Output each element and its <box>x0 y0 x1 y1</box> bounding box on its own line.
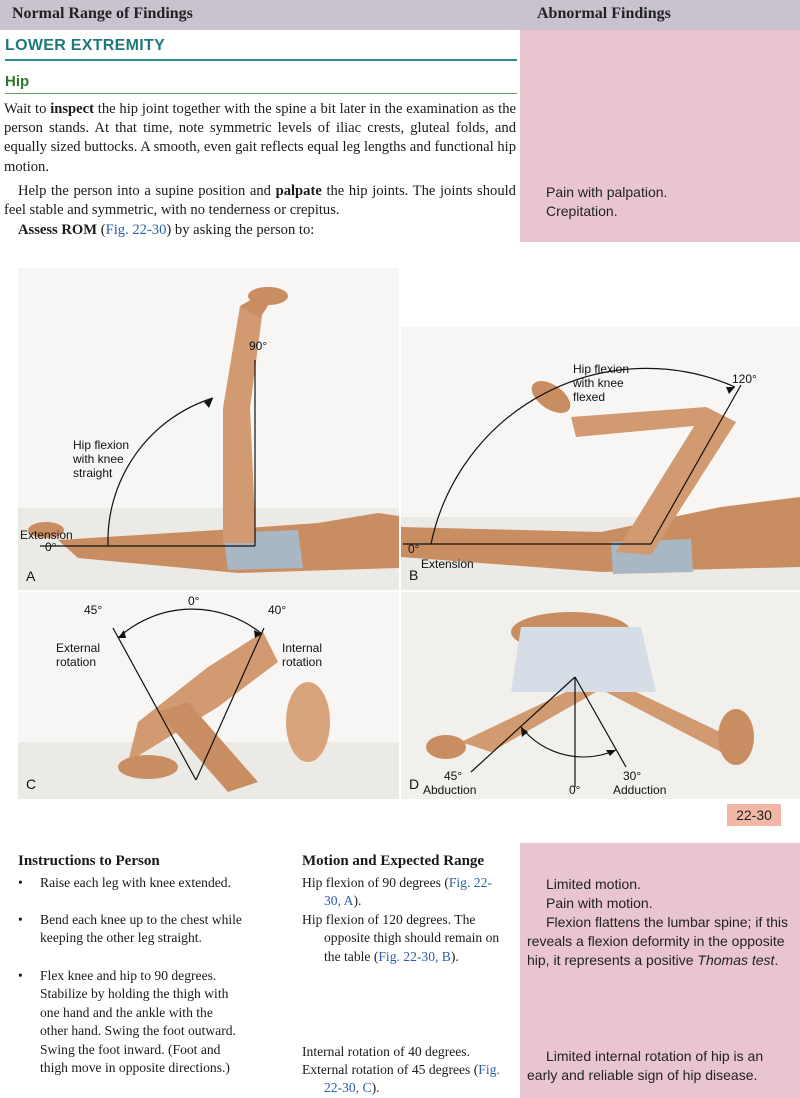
panel-b-arc-label-line-1: Hip flexion <box>573 362 630 376</box>
palpate-paragraph: Help the person into a supine position and palpate the hip joints. The joints should feel stable and symmetric, with no tenderness or crepitus. <box>4 183 516 219</box>
motion-internal-rotation: Internal rotation of 40 degrees. <box>302 1044 470 1059</box>
panel-b-letter: B <box>409 567 419 583</box>
section-title: LOWER EXTREMITY <box>5 37 166 54</box>
panel-c-internal-label-line-2: rotation <box>282 655 323 669</box>
header-abnormal-findings: Abnormal Findings <box>537 5 671 22</box>
abnormal-thomas-test-line-3: hip, it represents a positive Thomas test. <box>527 952 779 968</box>
panel-c-left-angle: 45° <box>84 603 103 617</box>
bullet-icon: • <box>18 912 23 927</box>
figure-link-a[interactable]: Fig. 22-30, A <box>324 875 492 909</box>
panel-d-abduction-label: Abduction <box>423 783 477 797</box>
panel-d-letter: D <box>409 776 420 792</box>
panel-b-extension-label: Extension <box>421 557 474 571</box>
figure-panel-b <box>401 327 800 590</box>
instruction-item-2: • Bend each knee up to the chest while keeping the other leg straight. <box>18 912 242 946</box>
panel-a-arc-label-line-2: with knee <box>73 452 124 466</box>
panel-b-angle-120: 120° <box>732 372 757 386</box>
instruction-item-1: • Raise each leg with knee extended. <box>40 874 270 892</box>
panel-b-arc-label-line-3: flexed <box>573 390 606 404</box>
figure-panel-c <box>18 592 399 799</box>
panel-d-right-angle: 30° <box>623 769 642 783</box>
motion-hip-flexion-120: Hip flexion of 120 degrees. The opposite thigh should remain on the table (Fig. 22-30, B). <box>302 912 500 964</box>
abnormal-crepitation: Crepitation. <box>546 203 618 219</box>
abnormal-internal-rotation-line-2: early and reliable sign of hip disease. <box>527 1067 758 1083</box>
hip-flexion-straight-illustration <box>18 268 399 590</box>
figure-link-b[interactable]: Fig. 22-30, B <box>378 948 451 964</box>
motion-external-rotation: External rotation of 45 degrees (Fig. 22-30, C). <box>302 1062 500 1096</box>
motion-hip-flexion-90: Hip flexion of 90 degrees (Fig. 22-30, A). <box>302 875 492 909</box>
assess-rom-paragraph: Assess ROM (Fig. 22-30) by asking the person to: <box>18 222 315 238</box>
figure-link-c[interactable]: Fig. 22-30, C <box>324 1062 500 1096</box>
hip-abduction-illustration <box>401 592 800 799</box>
panel-c-right-angle: 40° <box>268 603 287 617</box>
panel-b-arc-label-line-2: with knee <box>573 376 624 390</box>
subsection-divider <box>5 93 517 94</box>
subsection-title: Hip <box>5 73 30 90</box>
instructions-heading: Instructions to Person <box>18 853 160 869</box>
inspect-paragraph: Wait to inspect the hip joint together with the spine a bit later in the examination as the person stands. At that time, note symmetric levels of iliac crests, gluteal folds, and equally sized buttocks. A smooth, even gait reflects equal leg lengths and functional hip motion. <box>4 101 516 175</box>
hip-flexion-flexed-illustration <box>401 327 800 590</box>
panel-c-letter: C <box>26 776 37 792</box>
bullet-icon: • <box>18 968 23 983</box>
abnormal-pain-palpation: Pain with palpation. <box>546 184 668 200</box>
section-divider <box>5 59 517 61</box>
header-normal-findings: Normal Range of Findings <box>12 5 193 22</box>
figure-panel-d <box>401 592 800 799</box>
panel-a-zero-label: 0° <box>45 540 57 554</box>
abnormal-limited-motion: Limited motion. <box>546 876 641 892</box>
panel-c-internal-label-line-1: Internal <box>282 641 323 655</box>
figure-link[interactable]: Fig. 22-30 <box>105 222 167 238</box>
abnormal-internal-rotation-line-1: Limited internal rotation of hip is an <box>546 1048 764 1064</box>
abnormal-pain-with-motion: Pain with motion. <box>546 895 653 911</box>
panel-a-extension-label: Extension <box>20 528 73 542</box>
panel-d-adduction-label: Adduction <box>613 783 667 797</box>
hip-rotation-illustration <box>18 592 399 799</box>
page-header <box>0 0 800 30</box>
panel-d-zero-label: 0° <box>569 783 581 797</box>
figure-number-badge: 22-30 <box>727 804 781 826</box>
panel-c-external-label-line-1: External <box>56 641 101 655</box>
panel-d-left-angle: 45° <box>444 769 463 783</box>
panel-a-arc-label-line-3: straight <box>73 466 113 480</box>
abnormal-thomas-test-line-1: Flexion flattens the lumbar spine; if this <box>546 914 789 930</box>
panel-c-top-angle: 0° <box>188 594 200 608</box>
panel-c-external-label-line-2: rotation <box>56 655 97 669</box>
instruction-item-3: • Flex knee and hip to 90 degrees. Stabilize by holding the thigh with one hand and the ankle with the other hand. Swing the foot outward. Swing the foot inward. (Foot and thigh move in opposite directions.) <box>18 968 236 1076</box>
figure-panel-a <box>18 268 399 590</box>
panel-b-zero-label: 0° <box>408 542 420 556</box>
panel-a-angle-90: 90° <box>249 339 268 353</box>
motion-heading: Motion and Expected Range <box>302 853 485 869</box>
abnormal-thomas-test-line-2: reveals a flexion deformity in the opposite <box>527 933 785 949</box>
panel-a-letter: A <box>26 568 36 584</box>
panel-a-arc-label-line-1: Hip flexion <box>73 438 130 452</box>
bullet-icon: • <box>18 875 23 890</box>
